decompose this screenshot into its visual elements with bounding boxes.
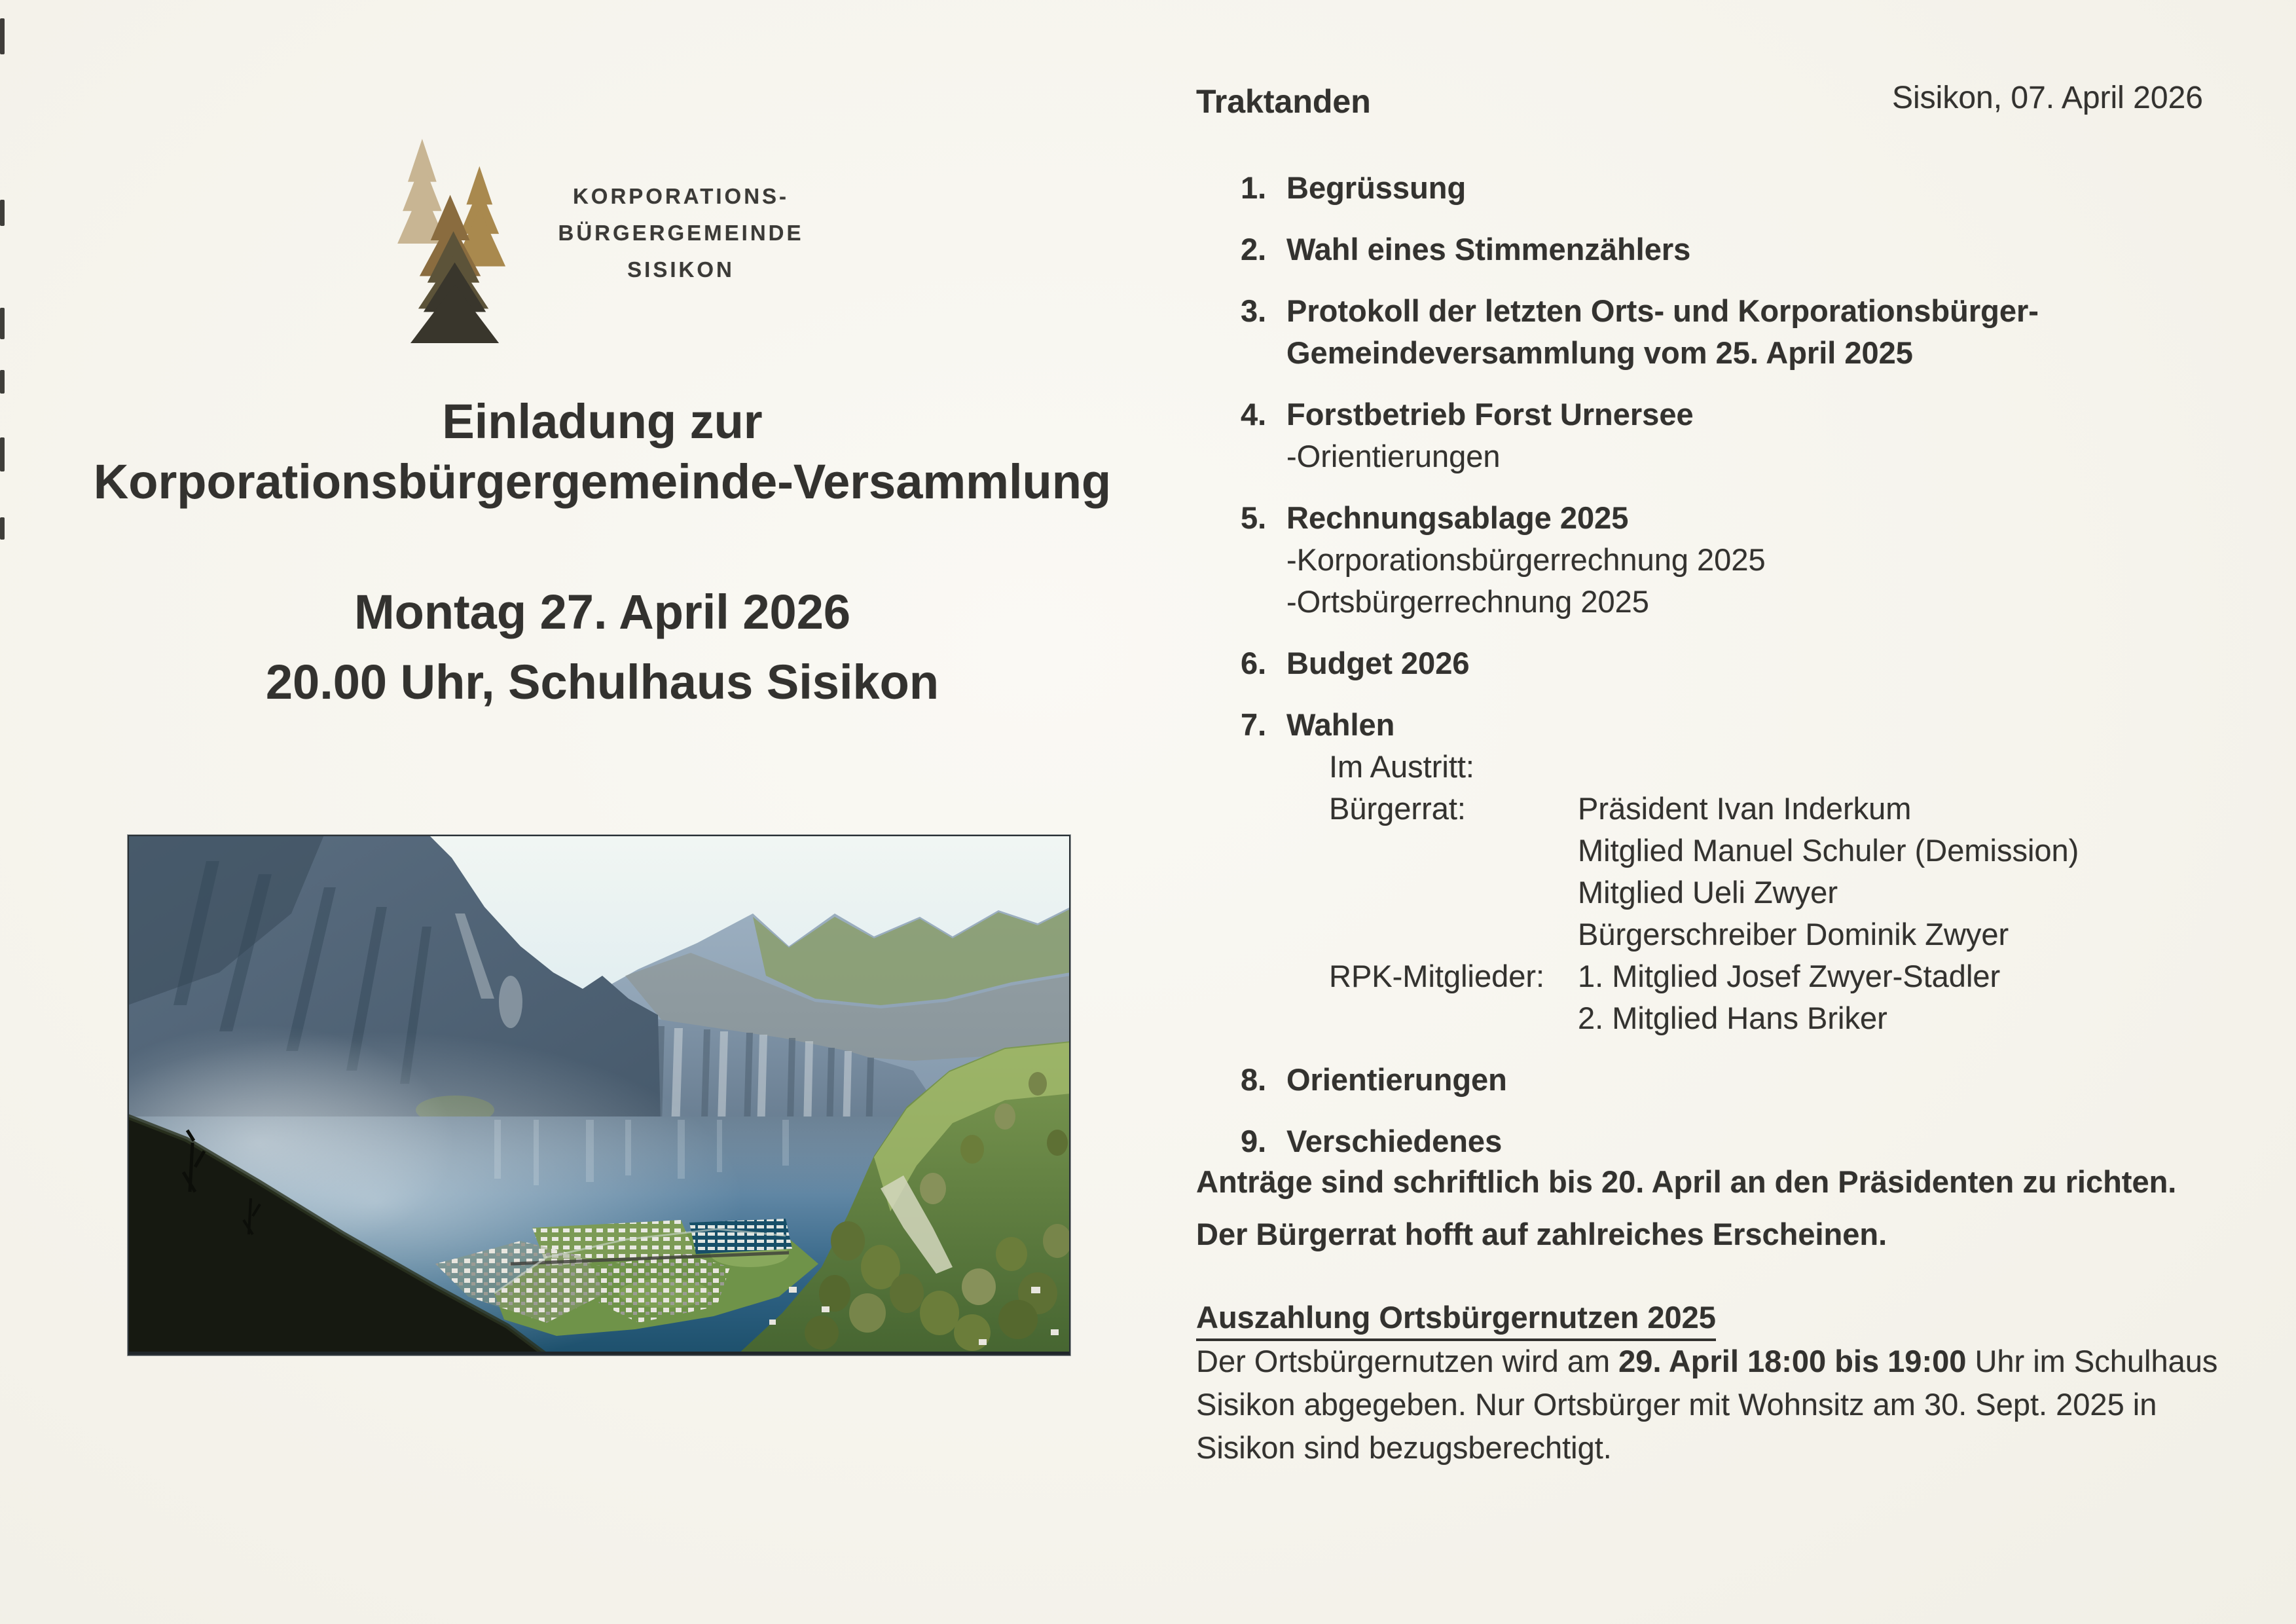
scan-artifact (0, 437, 5, 471)
payout-paragraph-line1: Der Ortsbürgernutzen wird am 29. April 18:00 bis 19:00 Uhr im Schulhaus (1196, 1344, 2218, 1378)
buergerrat-member: Präsident Ivan Inderkum (1578, 791, 1912, 826)
item-subtext: -Orientierungen (1286, 439, 1501, 473)
payout-paragraph-line2: Sisikon abgegeben. Nur Ortsbürger mit Wohnsitz am 30. Sept. 2025 in (1196, 1387, 2157, 1422)
agenda-list (1241, 167, 2282, 1182)
motions-note: Anträge sind schriftlich bis 20. April an den Präsidenten zu richten. (1196, 1164, 2177, 1199)
item-text: Protokoll der letzten Orts- und Korporationsbürger- (1286, 293, 2039, 328)
buergerrat-member: Mitglied Manuel Schuler (Demission) (1578, 833, 2079, 868)
item-number: 7. (1241, 707, 1267, 742)
agenda-item-3 (1241, 290, 2282, 374)
document-date: Sisikon, 07. April 2026 (1892, 81, 2203, 115)
rpk-member: 1. Mitglied Josef Zwyer-Stadler (1578, 959, 2001, 993)
agenda-item-8 (1241, 1059, 2282, 1101)
agenda-item-9 (1241, 1120, 2282, 1162)
scan-artifact (0, 370, 5, 394)
item-number: 5. (1241, 500, 1267, 535)
wahlen-austritt-row (1286, 746, 2282, 788)
item-number: 9. (1241, 1124, 1267, 1158)
item-text: Rechnungsablage 2025 (1286, 500, 1629, 535)
wahlen-buergerrat-row (1286, 830, 2282, 872)
scan-artifact (0, 517, 5, 540)
invitation-title (39, 392, 1165, 512)
scan-artifact (0, 308, 5, 339)
logo-text-line1: KORPORATIONS- (572, 184, 790, 208)
item-subtext: -Korporationsbürgerrechnung 2025 (1286, 542, 1766, 577)
agenda-item-6 (1241, 642, 2282, 684)
agenda-item-7 (1241, 704, 2282, 1039)
lake-photo (128, 835, 1070, 1356)
agenda-item-2 (1241, 229, 2282, 270)
item-text: Wahlen (1286, 707, 1395, 742)
agenda-item-1 (1241, 167, 2282, 209)
wahlen-buergerrat-row (1286, 788, 2282, 830)
logo-text (543, 178, 818, 288)
scan-artifact (0, 18, 5, 54)
item-text: Orientierungen (1286, 1062, 1507, 1097)
buergerrat-member: Bürgerschreiber Dominik Zwyer (1578, 917, 2009, 951)
payout-paragraph-line3: Sisikon sind bezugsberechtigt. (1196, 1430, 1612, 1465)
fir-trees-logo (380, 136, 540, 344)
logo-text-line2: BÜRGERGEMEINDE (558, 221, 804, 245)
item-text-line2: Gemeindeversammlung vom 25. April 2025 (1286, 335, 1913, 370)
wahlen-buergerrat-row (1286, 872, 2282, 913)
attendance-note: Der Bürgerrat hofft auf zahlreiches Erscheinen. (1196, 1217, 1887, 1251)
payout-heading: Auszahlung Ortsbürgernutzen 2025 (1196, 1299, 1716, 1341)
event-date: Montag 27. April 2026 (354, 585, 851, 639)
wahlen-rpk-row (1286, 955, 2282, 997)
buergerrat-member: Mitglied Ueli Zwyer (1578, 875, 1838, 910)
austritt-label: Im Austritt: (1329, 749, 1474, 784)
scan-artifact (0, 200, 5, 226)
item-subtext: -Ortsbürgerrechnung 2025 (1286, 584, 1649, 619)
agenda-item-4 (1241, 394, 2282, 477)
item-number: 6. (1241, 646, 1267, 680)
lake-photo-scene (128, 835, 1070, 1356)
item-text: Budget 2026 (1286, 646, 1470, 680)
agenda-header: Traktanden (1196, 83, 1371, 120)
item-number: 3. (1241, 293, 1267, 328)
agenda-item-5 (1241, 497, 2282, 623)
item-number: 1. (1241, 170, 1267, 205)
item-text: Begrüssung (1286, 170, 1467, 205)
wahlen-rpk-row (1286, 997, 2282, 1039)
item-text: Verschiedenes (1286, 1124, 1503, 1158)
rpk-member: 2. Mitglied Hans Briker (1578, 1001, 1887, 1035)
rpk-label: RPK-Mitglieder: (1329, 959, 1545, 993)
item-text: Forstbetrieb Forst Urnersee (1286, 397, 1694, 432)
wahlen-buergerrat-row (1286, 913, 2282, 955)
invitation-title-line2: Korporationsbürgergemeinde-Versammlung (93, 454, 1112, 509)
invitation-title-line1: Einladung zur (442, 394, 763, 449)
buergerrat-label: Bürgerrat: (1329, 791, 1466, 826)
logo-text-line3: SISIKON (627, 257, 735, 282)
item-number: 8. (1241, 1062, 1267, 1097)
event-time: 20.00 Uhr, Schulhaus Sisikon (265, 655, 939, 709)
item-text: Wahl eines Stimmenzählers (1286, 232, 1691, 267)
item-number: 2. (1241, 232, 1267, 267)
item-number: 4. (1241, 397, 1267, 432)
